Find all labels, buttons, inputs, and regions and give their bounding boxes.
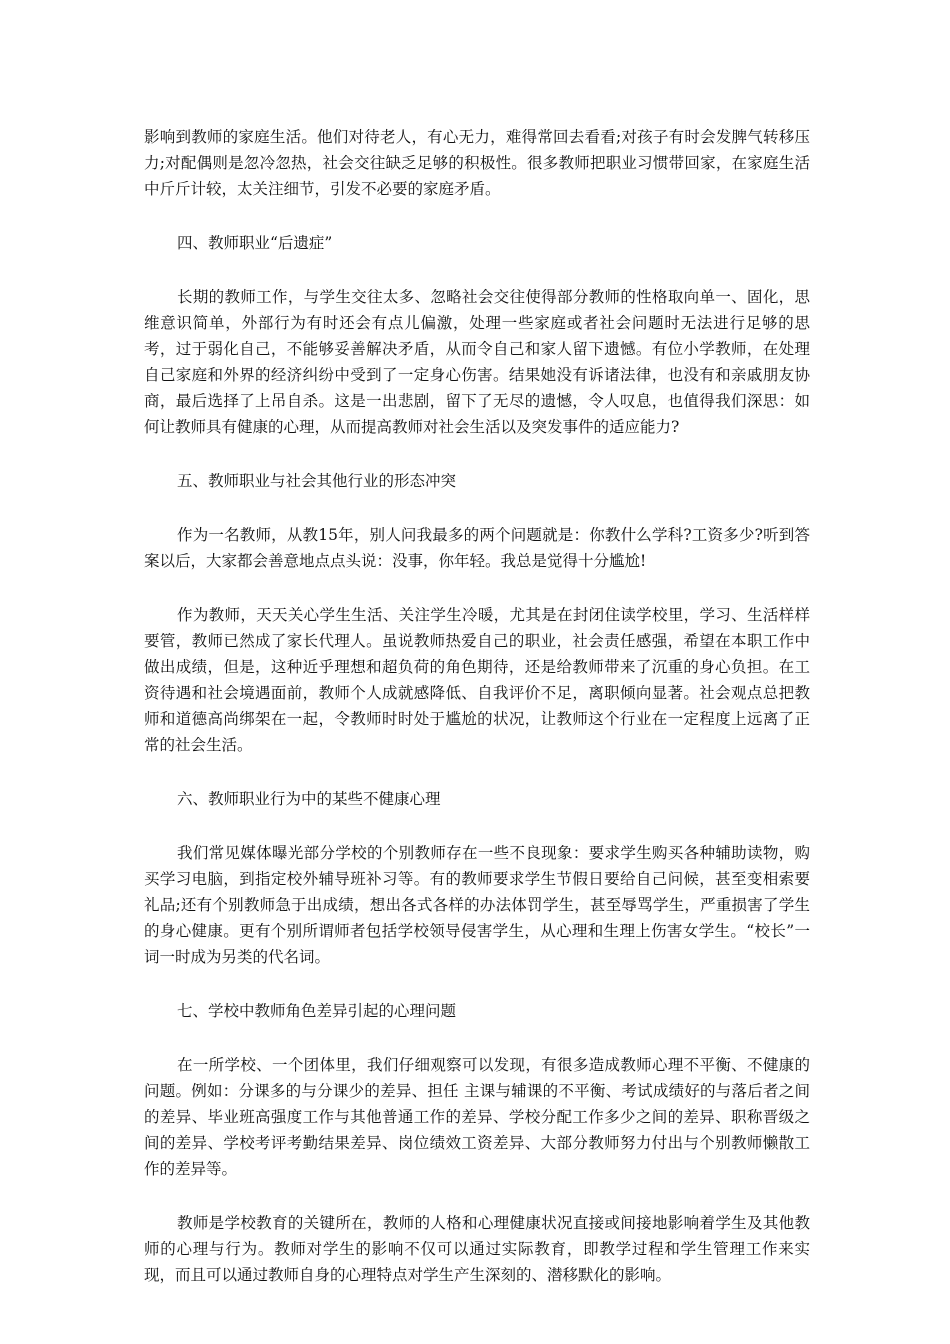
section-heading-5: 五、教师职业与社会其他行业的形态冲突	[177, 472, 457, 490]
section-heading-4: 四、教师职业“后遗症”	[177, 234, 333, 252]
paragraph-role-differences: 在一所学校、一个团体里，我们仔细观察可以发现，有很多造成教师心理不平衡、不健康的问题。例如：分课多的与分课少的差异、担任 主课与辅课的不平衡、考试成绩好的与落后者之间的差异、毕业班高强度工作与其他普通工作的差异、学校分配工作多少之间的差异、职称晋级之间的差异、学校考评考勤结果差异、岗位绩效工资差异、大部分教师努力付出与个别教师懒散工作的差异等。	[144, 1056, 810, 1178]
paragraph-teacher-questions: 作为一名教师，从教15年，别人问我最多的两个问题就是：你教什么学科?工资多少?听到答案以后，大家都会善意地点点头说：没事，你年轻。我总是觉得十分尴尬!	[144, 526, 810, 570]
section-heading-7: 七、学校中教师角色差异引起的心理问题	[177, 1002, 457, 1020]
document-page	[144, 124, 810, 1288]
paragraph-family-impact: 影响到教师的家庭生活。他们对待老人，有心无力，难得常回去看看;对孩子有时会发脾气转移压力;对配偶则是忽冷忽热，社会交往缺乏足够的积极性。很多教师把职业习惯带回家，在家庭生活中斤斤计较，太关注细节，引发不必要的家庭矛盾。	[144, 128, 810, 198]
paragraph-unhealthy-behavior: 我们常见媒体曝光部分学校的个别教师存在一些不良现象：要求学生购买各种辅助读物，购买学习电脑，到指定校外辅导班补习等。有的教师要求学生节假日要给自己问候，甚至变相索要礼品;还有个别教师急于出成绩，想出各式各样的办法体罚学生，甚至辱骂学生，严重损害了学生的身心健康。更有个别所谓师者包括学校领导侵害学生，从心理和生理上伤害女学生。“校长”一词一时成为另类的代名词。	[144, 844, 810, 966]
paragraph-conclusion: 教师是学校教育的关键所在，教师的人格和心理健康状况直接或间接地影响着学生及其他教师的心理与行为。教师对学生的影响不仅可以通过实际教育，即教学过程和学生管理工作来实现，而且可以通过教师自身的心理特点对学生产生深刻的、潜移默化的影响。	[144, 1214, 810, 1284]
paragraph-teacher-burden: 作为教师，天天关心学生生活、关注学生冷暖，尤其是在封闭住读学校里，学习、生活样样要管，教师已然成了家长代理人。虽说教师热爱自己的职业，社会责任感强，希望在本职工作中做出成绩，但是，这种近乎理想和超负荷的角色期待，还是给教师带来了沉重的身心负担。在工资待遇和社会境遇面前，教师个人成就感降低、自我评价不足，离职倾向显著。社会观点总把教师和道德高尚绑架在一起，令教师时时处于尴尬的状况，让教师这个行业在一定程度上远离了正常的社会生活。	[144, 606, 810, 754]
section-heading-6: 六、教师职业行为中的某些不健康心理	[177, 790, 441, 808]
paragraph-aftereffects: 长期的教师工作，与学生交往太多、忽略社会交往使得部分教师的性格取向单一、固化，思维意识简单，外部行为有时还会有点儿偏激，处理一些家庭或者社会问题时无法进行足够的思考，过于弱化自己，不能够妥善解决矛盾，从而令自己和家人留下遗憾。有位小学教师，在处理自己家庭和外界的经济纠纷中受到了一定身心伤害。结果她没有诉诸法律，也没有和亲戚朋友协商，最后选择了上吊自杀。这是一出悲剧，留下了无尽的遗憾，令人叹息，也值得我们深思：如何让教师具有健康的心理，从而提高教师对社会生活以及突发事件的适应能力?	[144, 288, 810, 436]
